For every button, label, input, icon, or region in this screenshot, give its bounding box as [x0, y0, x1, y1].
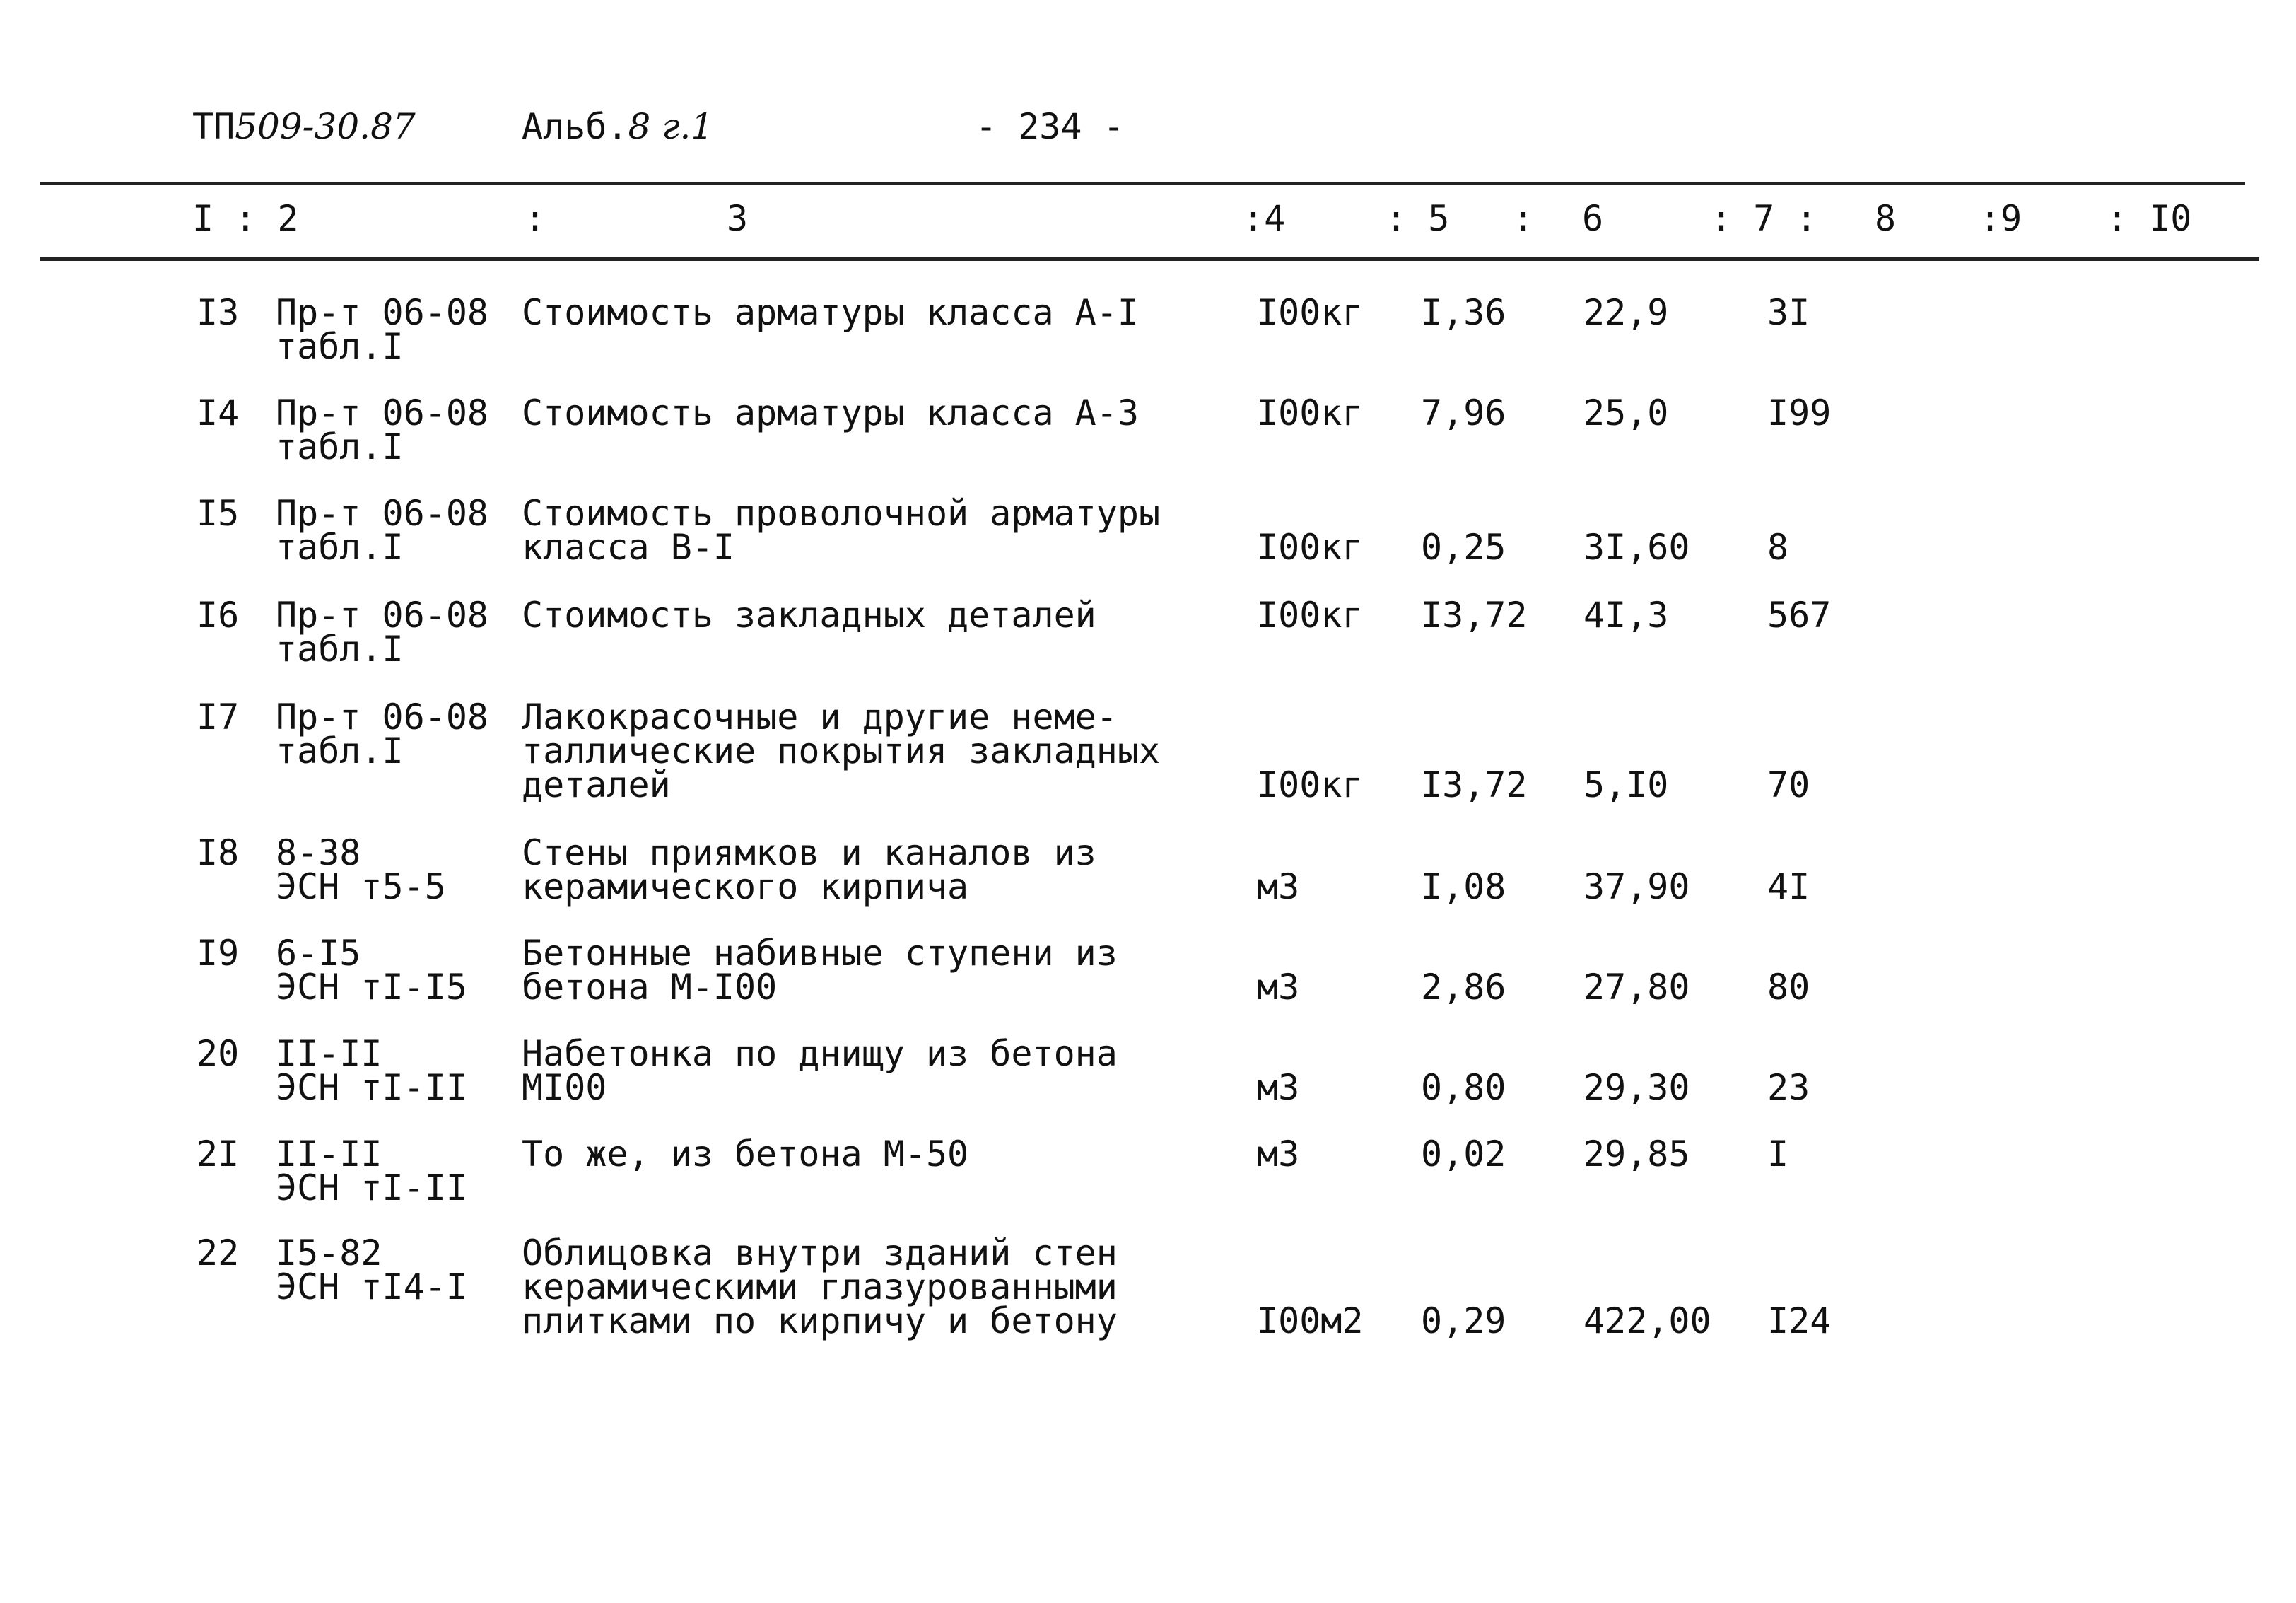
norm-reference: табл.I	[276, 326, 404, 367]
unit-price: 27,80	[1583, 967, 1690, 1008]
total-cost: 4I	[1767, 866, 1810, 907]
norm-reference: Пр-т 06-08	[276, 392, 489, 433]
row-number: I3	[197, 292, 240, 333]
total-cost: 70	[1767, 764, 1810, 805]
norm-reference: II-II	[276, 1033, 382, 1074]
col-header-10: : I0	[2107, 198, 2192, 239]
total-cost: 80	[1767, 967, 1810, 1008]
row-number: I5	[197, 493, 240, 534]
norm-reference: II-II	[276, 1133, 382, 1174]
col-header-5: : 5	[1386, 198, 1450, 239]
unit-of-measure: I00м2	[1257, 1300, 1364, 1341]
col-header-3: 3	[727, 198, 749, 239]
norm-reference: ЭСН т5-5	[276, 866, 446, 907]
work-description: Облицовка внутри зданий стен	[522, 1232, 1118, 1273]
album-number: 8 г.1	[628, 106, 714, 147]
norm-reference: ЭСН тI4-I	[276, 1266, 467, 1307]
unit-price: 422,00	[1583, 1300, 1711, 1341]
quantity: 2,86	[1421, 967, 1506, 1008]
work-description: Стоимость арматуры класса А-I	[522, 292, 1139, 333]
album-label	[522, 106, 713, 147]
unit-of-measure: I00кг	[1257, 292, 1364, 333]
unit-of-measure: м3	[1257, 866, 1300, 907]
quantity: 0,25	[1421, 527, 1506, 568]
tp-prefix: ТП	[192, 106, 235, 147]
unit-price: 29,85	[1583, 1133, 1690, 1174]
col-header-6: 6	[1582, 198, 1604, 239]
unit-price: 29,30	[1583, 1067, 1690, 1108]
top-rule	[40, 182, 2245, 185]
work-description: Лакокрасочные и другие неме-	[522, 696, 1118, 738]
total-cost: 8	[1767, 527, 1789, 568]
work-description: плитками по кирпичу и бетону	[522, 1300, 1118, 1341]
col-separator: :	[1513, 198, 1535, 239]
norm-reference: Пр-т 06-08	[276, 292, 489, 333]
work-description: Стены приямков и каналов из	[522, 832, 1096, 873]
quantity: 0,80	[1421, 1067, 1506, 1108]
work-description: То же, из бетона М-50	[522, 1133, 969, 1174]
work-description: класса В-I	[522, 527, 735, 568]
norm-reference: 6-I5	[276, 933, 361, 974]
col-header-9: :9	[1979, 198, 2022, 239]
row-number: I7	[197, 696, 240, 738]
norm-reference: 8-38	[276, 832, 361, 873]
work-description: Стоимость закладных деталей	[522, 595, 1096, 636]
quantity: I,36	[1421, 292, 1506, 333]
norm-reference: Пр-т 06-08	[276, 696, 489, 738]
work-description: МI00	[522, 1067, 607, 1108]
row-number: I4	[197, 392, 240, 433]
unit-of-measure: м3	[1257, 967, 1300, 1008]
col-header-8: 8	[1875, 198, 1897, 239]
total-cost: I99	[1767, 392, 1832, 433]
unit-price: 5,I0	[1583, 764, 1669, 805]
work-description: керамическими глазурованными	[522, 1266, 1118, 1307]
unit-of-measure: I00кг	[1257, 392, 1364, 433]
header-bottom-rule	[40, 257, 2259, 261]
col-header-1-2: I : 2	[192, 198, 299, 239]
quantity: I,08	[1421, 866, 1506, 907]
album-prefix: Альб.	[522, 106, 628, 147]
total-cost: 567	[1767, 595, 1832, 636]
unit-of-measure: I00кг	[1257, 595, 1364, 636]
col-separator: :	[525, 198, 546, 239]
quantity: 0,29	[1421, 1300, 1506, 1341]
unit-price: 37,90	[1583, 866, 1690, 907]
page-number: - 234 -	[976, 106, 1125, 147]
unit-price: 3I,60	[1583, 527, 1690, 568]
tp-number: 509-30.87	[235, 106, 416, 147]
norm-reference: ЭСН тI-II	[276, 1067, 467, 1108]
unit-of-measure: м3	[1257, 1133, 1300, 1174]
unit-of-measure: м3	[1257, 1067, 1300, 1108]
unit-price: 4I,3	[1583, 595, 1669, 636]
norm-reference: табл.I	[276, 527, 404, 568]
total-cost: I24	[1767, 1300, 1832, 1341]
work-description: керамического кирпича	[522, 866, 969, 907]
work-description: таллические покрытия закладных	[522, 730, 1161, 771]
quantity: I3,72	[1421, 595, 1528, 636]
row-number: 22	[197, 1232, 240, 1273]
quantity: 0,02	[1421, 1133, 1506, 1174]
work-description: бетона М-I00	[522, 967, 778, 1008]
unit-of-measure: I00кг	[1257, 527, 1364, 568]
quantity: I3,72	[1421, 764, 1528, 805]
norm-reference: табл.I	[276, 730, 404, 771]
row-number: I6	[197, 595, 240, 636]
total-cost: I	[1767, 1133, 1789, 1174]
work-description: деталей	[522, 764, 671, 805]
work-description: Бетонные набивные ступени из	[522, 933, 1118, 974]
norm-reference: ЭСН тI-I5	[276, 967, 467, 1008]
work-description: Стоимость проволочной арматуры	[522, 493, 1161, 534]
work-description: Набетонка по днищу из бетона	[522, 1033, 1118, 1074]
unit-price: 22,9	[1583, 292, 1669, 333]
unit-of-measure: I00кг	[1257, 764, 1364, 805]
col-header-7: : 7 :	[1711, 198, 1817, 239]
norm-reference: ЭСН тI-II	[276, 1167, 467, 1208]
total-cost: 3I	[1767, 292, 1810, 333]
row-number: 2I	[197, 1133, 240, 1174]
norm-reference: Пр-т 06-08	[276, 493, 489, 534]
quantity: 7,96	[1421, 392, 1506, 433]
row-number: 20	[197, 1033, 240, 1074]
norm-reference: Пр-т 06-08	[276, 595, 489, 636]
norm-reference: I5-82	[276, 1232, 382, 1273]
norm-reference: табл.I	[276, 629, 404, 670]
unit-price: 25,0	[1583, 392, 1669, 433]
document-code	[192, 106, 416, 147]
col-header-4: :4	[1243, 198, 1286, 239]
work-description: Стоимость арматуры класса А-3	[522, 392, 1139, 433]
total-cost: 23	[1767, 1067, 1810, 1108]
norm-reference: табл.I	[276, 426, 404, 467]
row-number: I9	[197, 933, 240, 974]
row-number: I8	[197, 832, 240, 873]
